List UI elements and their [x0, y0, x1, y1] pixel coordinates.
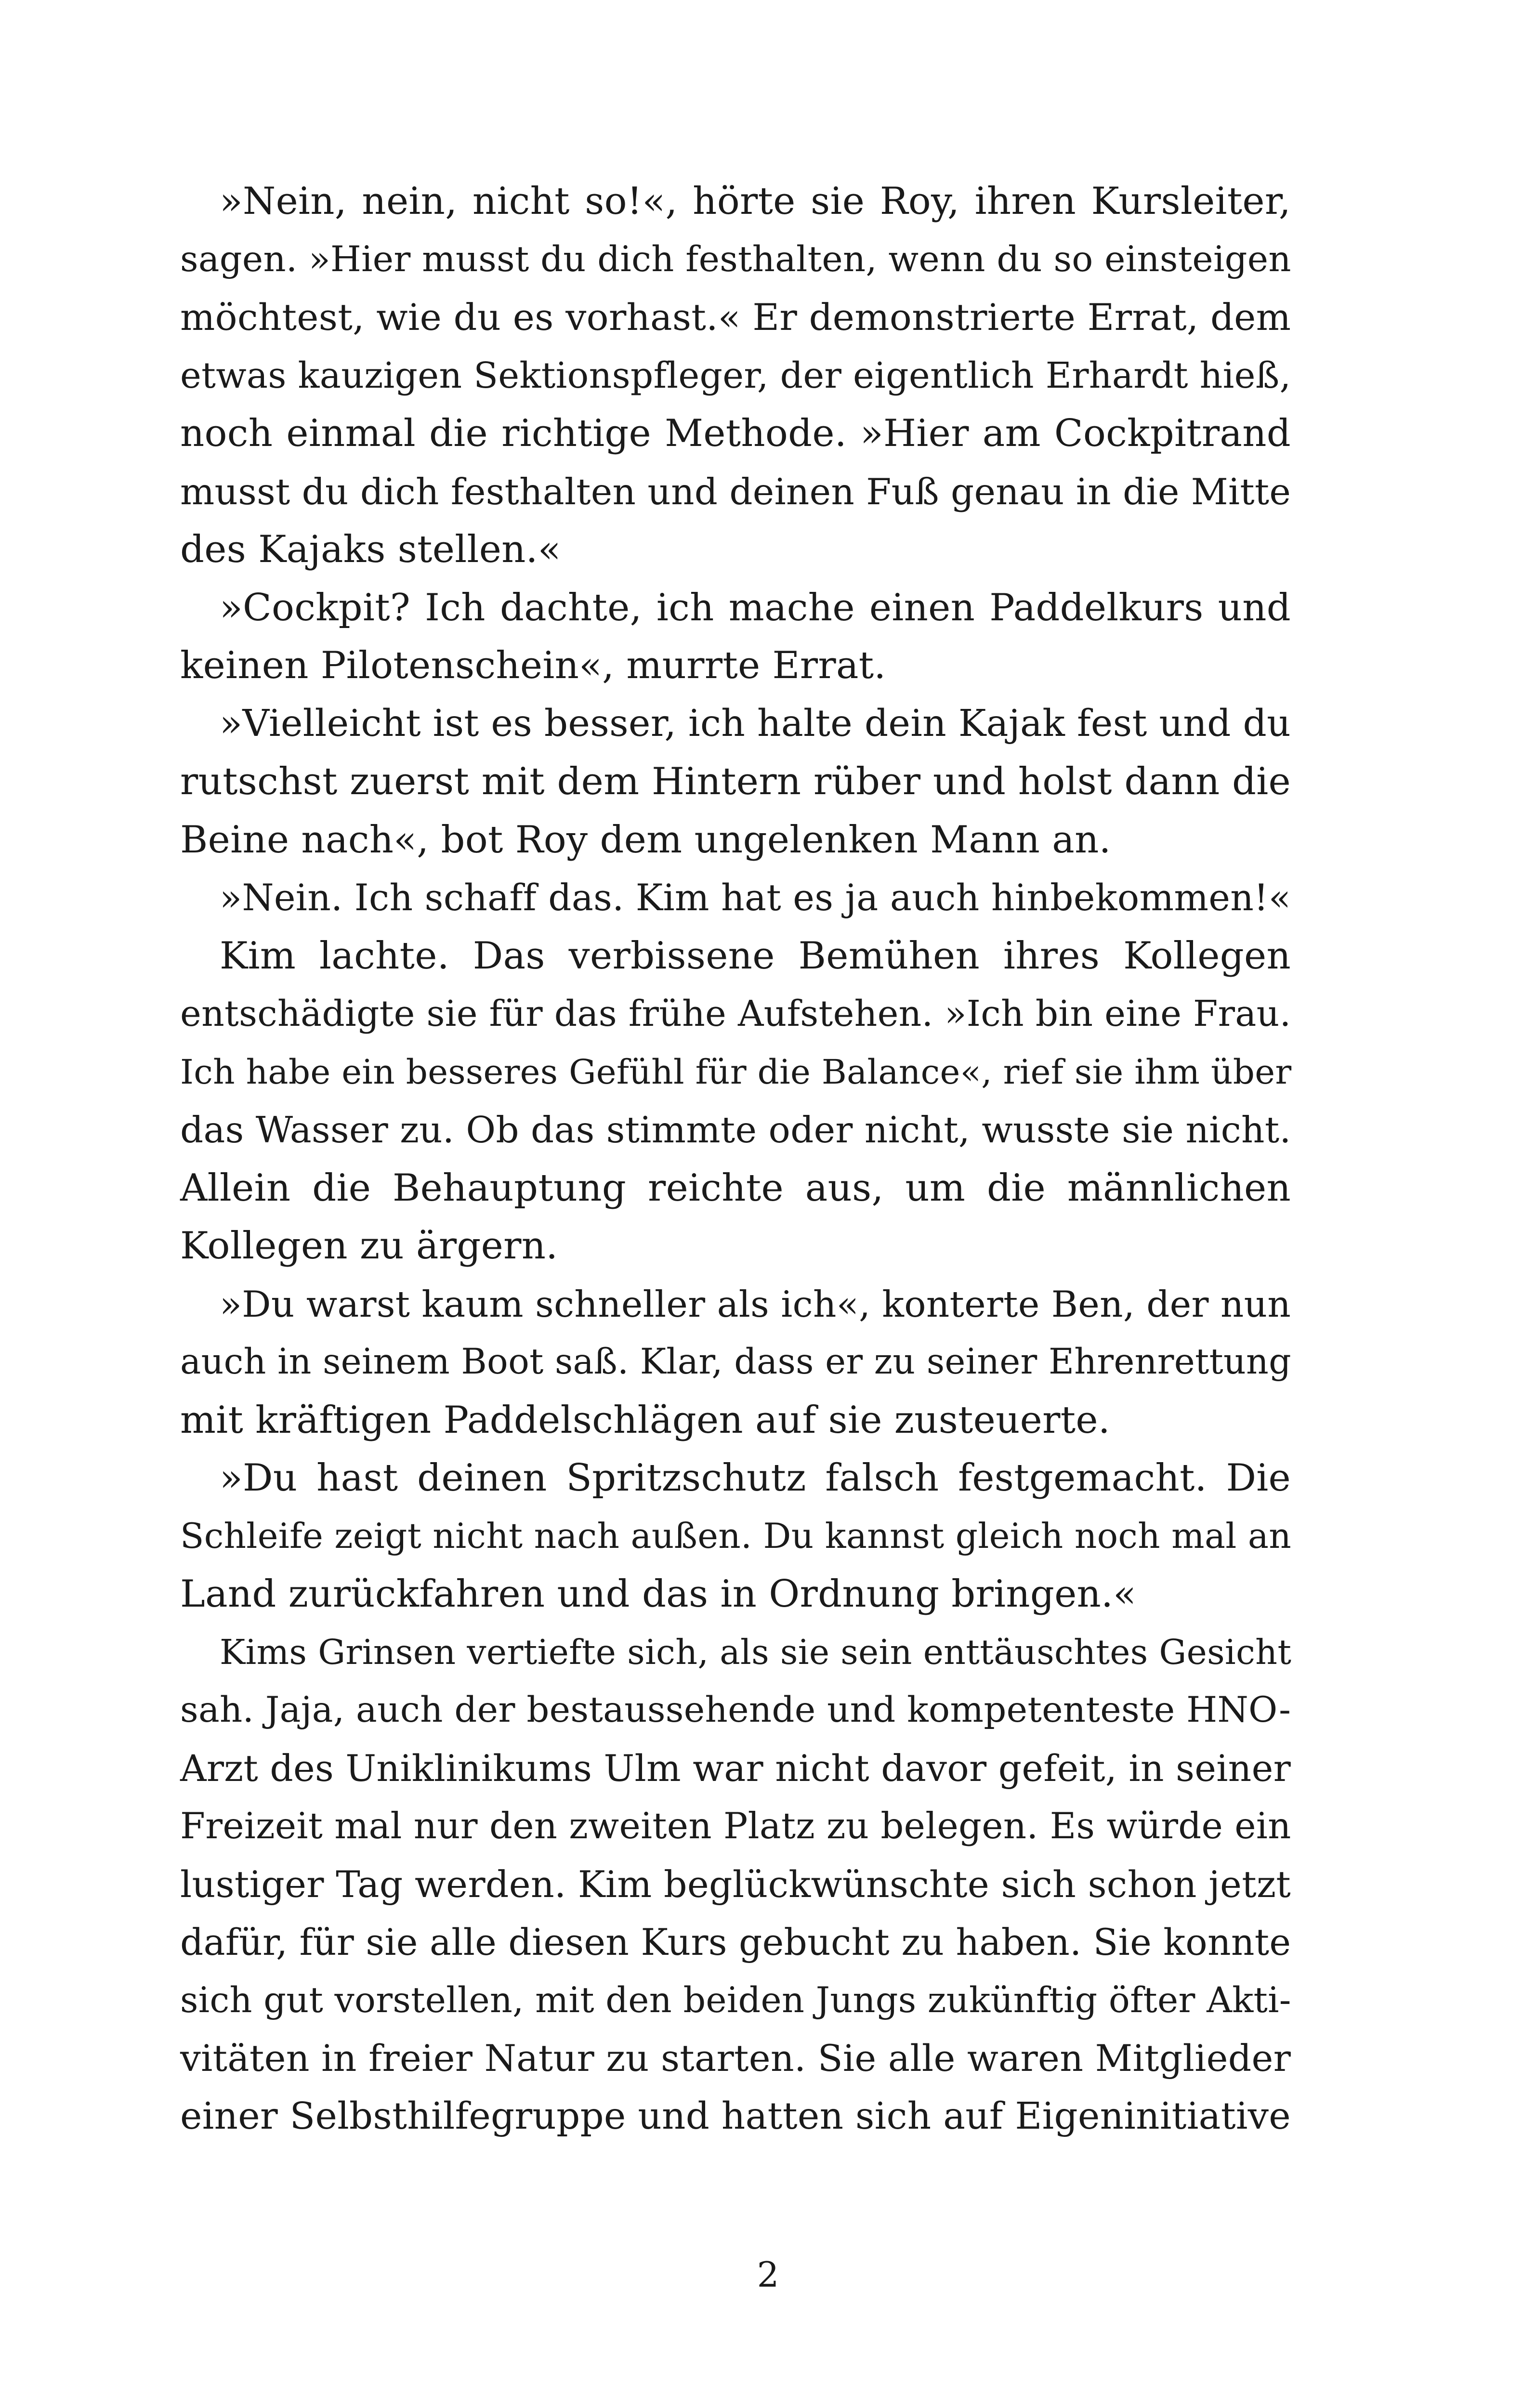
text-line: noch einmal die richtige Methode. »Hier am Cockpitrand: [180, 412, 1291, 455]
text-line: »Du hast deinen Spritzschutz falsch festgemacht. Die: [220, 1456, 1291, 1500]
body-text: [180, 172, 1291, 2146]
text-line: musst du dich festhalten und deinen Fuß genau in die Mitte: [180, 470, 1291, 513]
text-line: »Nein, nein, nicht so!«, hörte sie Roy, ihren Kursleiter,: [220, 180, 1291, 223]
text-line: Schleife zeigt nicht nach außen. Du kannst gleich noch mal an: [180, 1516, 1292, 1557]
text-line: auch in seinem Boot saß. Klar, dass er zu seiner Ehrenrettung: [180, 1342, 1291, 1382]
text-line: Kollegen zu ärgern.: [180, 1224, 558, 1268]
page-number: 2: [757, 2254, 779, 2295]
text-line: Ich habe ein besseres Gefühl für die Balance«, rief sie ihm über: [180, 1051, 1292, 1092]
text-line: Kim lachte. Das verbissene Bemühen ihres Kollegen: [220, 934, 1291, 978]
text-line: des Kajaks stellen.«: [180, 528, 561, 571]
text-line: einer Selbsthilfegruppe und hatten sich auf Eigeninitiative: [180, 2094, 1291, 2138]
text-line: »Vielleicht ist es besser, ich halte dein Kajak fest und du: [220, 702, 1291, 745]
text-line: etwas kauzigen Sektionspfleger, der eigentlich Erhardt hieß,: [180, 354, 1291, 396]
text-line: lustiger Tag werden. Kim beglückwünschte sich schon jetzt: [180, 1863, 1291, 1906]
text-line: »Cockpit? Ich dachte, ich mache einen Paddelkurs und: [220, 586, 1291, 629]
text-line: »Nein. Ich schaff das. Kim hat es ja auch hinbekommen!«: [220, 877, 1291, 919]
text-line: keinen Pilotenschein«, murrte Errat.: [180, 644, 886, 687]
text-line: sich gut vorstellen, mit den beiden Jungs zukünftig öfter Akti-: [180, 1979, 1291, 2021]
text-line: sagen. »Hier musst du dich festhalten, wenn du so einsteigen: [180, 238, 1291, 280]
text-line: entschädigte sie für das frühe Aufstehen. »Ich bin eine Frau.: [180, 993, 1291, 1034]
text-line: das Wasser zu. Ob das stimmte oder nicht, wusste sie nicht.: [180, 1109, 1291, 1151]
text-line: sah. Jaja, auch der bestaussehende und kompetenteste HNO-: [180, 1689, 1291, 1730]
text-line: dafür, für sie alle diesen Kurs gebucht zu haben. Sie konnte: [180, 1921, 1291, 1963]
text-line: möchtest, wie du es vorhast.« Er demonstrierte Errat, dem: [180, 296, 1291, 339]
text-line: Arzt des Uniklinikums Ulm war nicht davor gefeit, in seiner: [180, 1747, 1291, 1790]
text-line: Allein die Behauptung reichte aus, um die männlichen: [180, 1166, 1291, 1210]
text-line: Land zurückfahren und das in Ordnung bringen.«: [180, 1572, 1137, 1616]
text-line: rutschst zuerst mit dem Hintern rüber und holst dann die: [180, 760, 1291, 803]
text-line: Freizeit mal nur den zweiten Platz zu belegen. Es würde ein: [180, 1805, 1291, 1847]
text-line: Beine nach«, bot Roy dem ungelenken Mann an.: [180, 818, 1111, 862]
text-line: mit kräftigen Paddelschlägen auf sie zusteuerte.: [180, 1398, 1110, 1442]
text-line: Kims Grinsen vertiefte sich, als sie sein enttäuschtes Gesicht: [220, 1632, 1292, 1672]
text-line: vitäten in freier Natur zu starten. Sie alle waren Mitglieder: [180, 2037, 1291, 2080]
text-line: »Du warst kaum schneller als ich«, konterte Ben, der nun: [220, 1283, 1291, 1325]
